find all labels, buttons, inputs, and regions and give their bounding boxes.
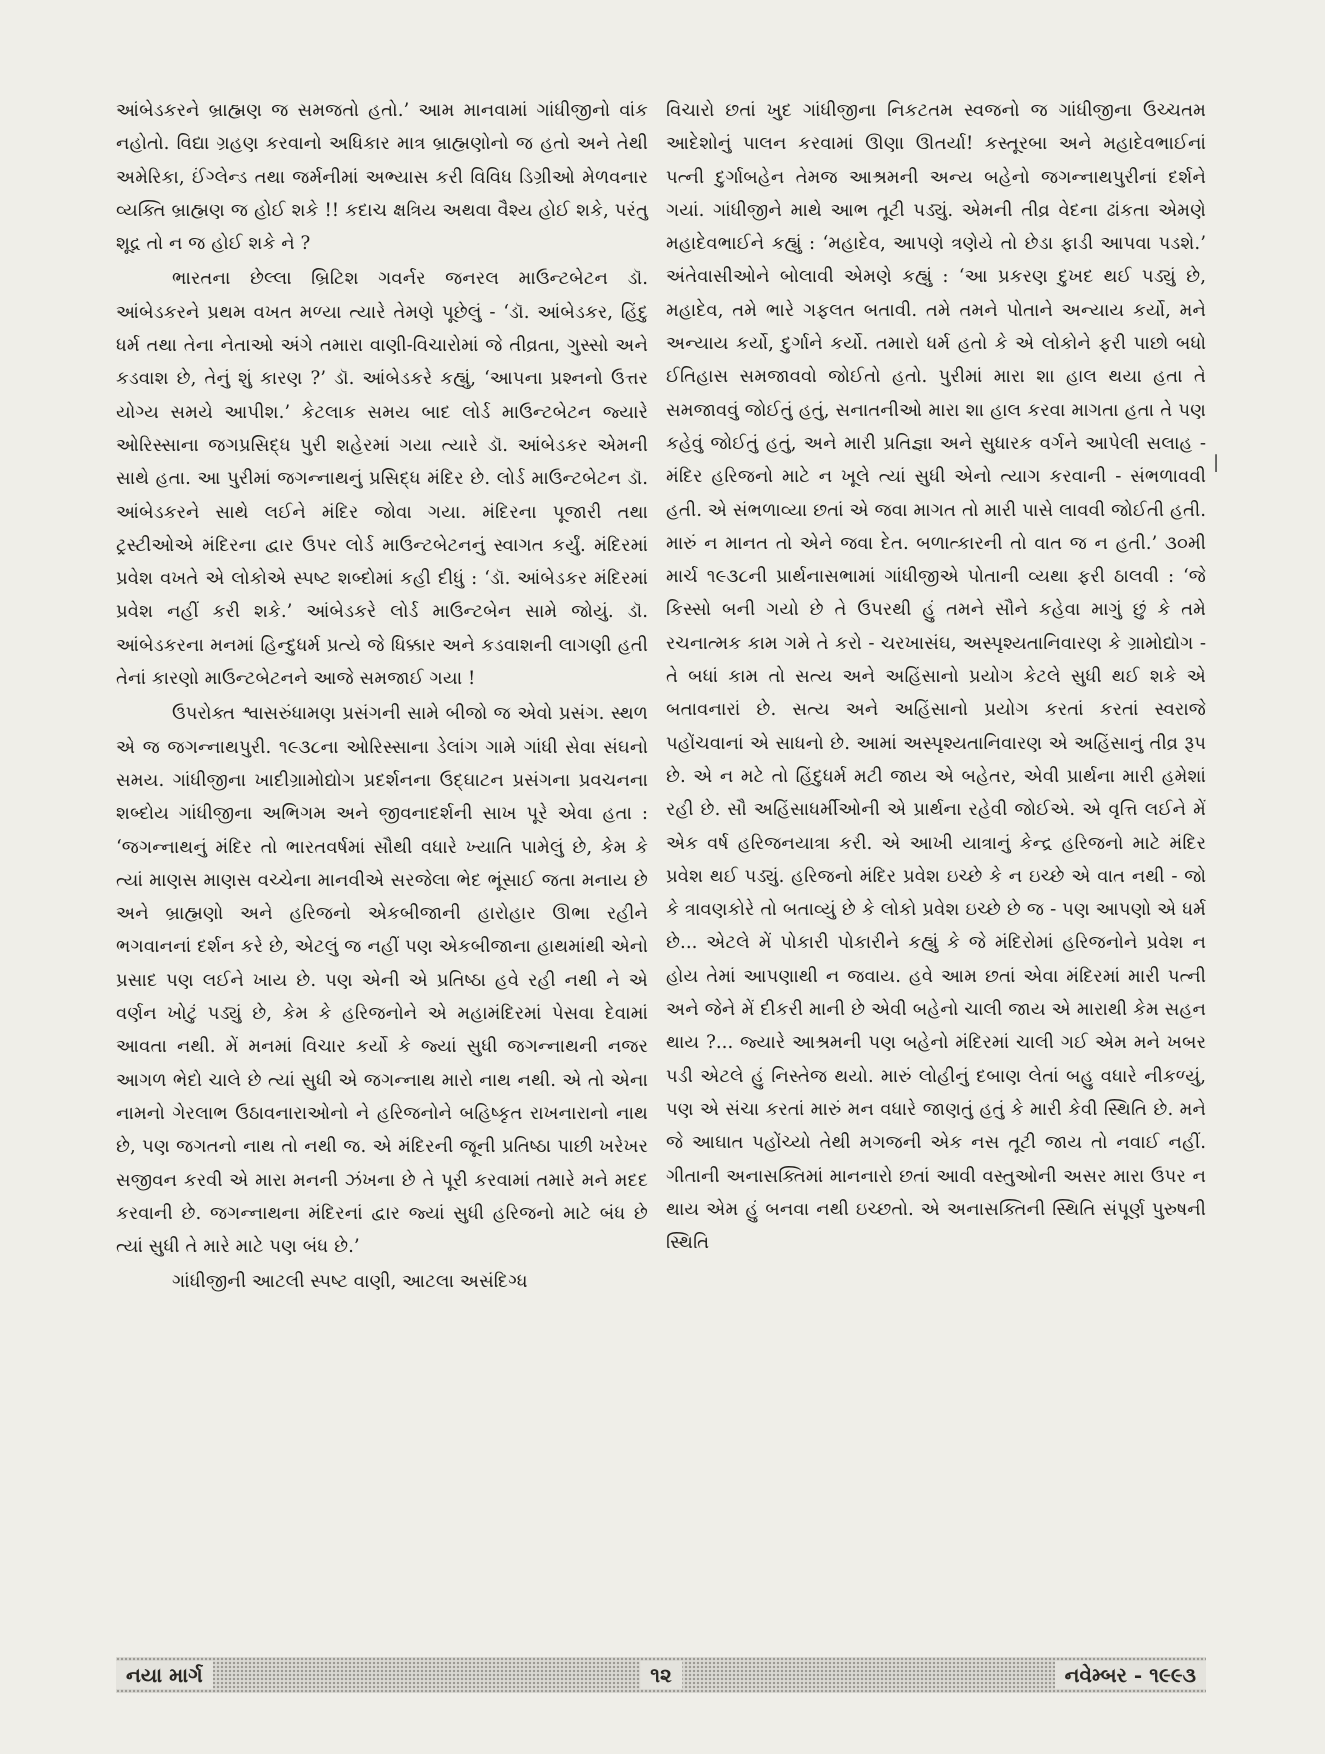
margin-mark: | xyxy=(1213,452,1220,473)
paragraph: ઉપરોક્ત શ્વાસરુંધામણ પ્રસંગની સામે બીજો જ એવો પ્રસંગ. સ્થળ એ જ જગન્નાથપુરી. ૧૯૩૮ના ઓરિસ્સાના ડેલાંગ ગામે ગાંધી સેવા સંઘનો સમય. ગાંધીજીના ખાદીગ્રામોદ્યોગ પ્રદર્શનના ઉદ્ઘાટન પ્રસંગના પ્રવચનના શબ્દોય ગાંધીજીના અભિગમ અને જીવનાદર્શની સાખ પૂરે એવા હતા : ‘જગન્નાથનું મંદિર તો ભારતવર્ષમાં સૌથી વધારે ખ્યાતિ પામેલું છે, કેમ કે ત્યાં માણસ માણસ વચ્ચેના માનવીએ સરજેલા ભેદ ભૂંસાઈ જતા મનાય છે અને બ્રાહ્મણો અને હરિજનો એકબીજાની હારોહાર ઊભા રહીને ભગવાનનાં દર્શન કરે છે, એટલું જ નહીં પણ એકબીજાના હાથમાંથી એનો પ્રસાદ પણ લઈને ખાય છે. પણ એની એ પ્રતિષ્ઠા હવે રહી નથી ને એ વર્ણન ખોટું પડ્યું છે, કેમ કે હરિજનોને એ મહામંદિરમાં પેસવા દેવામાં આવતા નથી. મેં મનમાં વિચાર કર્યો કે જ્યાં સુધી જગન્નાથની નજર આગળ ભેદો ચાલે છે ત્યાં સુધી એ જગન્નાથ મારો નાથ નથી. એ તો એના નામનો ગેરલાભ ઉઠાવનારાઓનો ને હરિજનોને બહિષ્કૃત રાખનારાનો નાથ છે, પણ જગતનો નાથ તો નથી જ. એ મંદિરની જૂની પ્રતિષ્ઠા પાછી ખરેખર સજીવન કરવી એ મારા મનની ઝંખના છે તે પૂરી કરવામાં તમારે મને મદદ કરવાની છે. જગન્નાથના મંદિરનાં દ્વાર જ્યાં સુધી હરિજનો માટે બંધ છે ત્યાં સુધી તે મારે માટે પણ બંધ છે.’ xyxy=(116,703,648,1258)
paragraph: ભારતના છેલ્લા બ્રિટિશ ગવર્નર જનરલ માઉન્ટબેટન ડૉ. આંબેડકરને પ્રથમ વખત મળ્યા ત્યારે તેમણે પૂછેલું - ‘ડૉ. આંબેડકર, હિંદુ ધર્મ તથા તેના નેતાઓ અંગે તમારા વાણી-વિચારોમાં જે તીવ્રતા, ગુસ્સો અને કડવાશ છે, તેનું શું કારણ ?’ ડૉ. આંબેડકરે કહ્યું, ‘આપના પ્રશ્નનો ઉત્તર યોગ્ય સમયે આપીશ.’ કેટલાક સમય બાદ લોર્ડ માઉન્ટબેટન જ્યારે ઓરિસ્સાના જગપ્રસિદ્ધ પુરી શહેરમાં ગયા ત્યારે ડૉ. આંબેડકર એમની સાથે હતા. આ પુરીમાં જગન્નાથનું પ્રસિદ્ધ મંદિર છે. લોર્ડ માઉન્ટબેટન ડૉ. આંબેડકરને સાથે લઈને મંદિર જોવા ગયા. મંદિરના પૂજારી તથા ટ્રસ્ટીઓએ મંદિરના દ્વાર ઉપર લોર્ડ માઉન્ટબેટનનું સ્વાગત કર્યું. મંદિરમાં પ્રવેશ વખતે એ લોકોએ સ્પષ્ટ શબ્દોમાં કહી દીધું : ‘ડૉ. આંબેડકર મંદિરમાં પ્રવેશ નહીં કરી શકે.’ આંબેડકરે લોર્ડ માઉન્ટબેન સામે જોયું. ડૉ. આંબેડકરના મનમાં હિન્દુધર્મ પ્રત્યે જે ધિક્કાર અને કડવાશની લાગણી હતી તેનાં કારણો માઉન્ટબેટનને આજે સમજાઈ ગયા ! xyxy=(116,268,648,690)
left-column xyxy=(116,94,648,1299)
issue-date: નવેમ્બર - ૧૯૯૩ xyxy=(1055,1661,1206,1689)
page-number: ૧૨ xyxy=(640,1661,682,1689)
paragraph: વિચારો છતાં ખુદ ગાંધીજીના નિકટતમ સ્વજનો જ ગાંધીજીના ઉચ્ચતમ આદેશોનું પાલન કરવામાં ઊણા ઊતર્યા! કસ્તૂરબા અને મહાદેવભાઈનાં પત્ની દુર્ગાબહેન તેમજ આશ્રમની અન્ય બહેનો જગન્નાથપુરીનાં દર્શને ગયાં. ગાંધીજીને માથે આભ તૂટી પડ્યું. એમની તીવ્ર વેદના ઢાંકતા એમણે મહાદેવભાઈને કહ્યું : ‘મહાદેવ, આપણે ત્રણેયે તો છેડા ફાડી આપવા પડશે.’ અંતેવાસીઓને બોલાવી એમણે કહ્યું : ‘આ પ્રકરણ દુખદ થઈ પડ્યું છે, મહાદેવ, તમે ભારે ગફલત બતાવી. તમે તમને પોતાને અન્યાય કર્યો, મને અન્યાય કર્યો, દુર્ગાને કર્યો. તમારો ધર્મ હતો કે એ લોકોને ફરી પાછો બધો ઈતિહાસ સમજાવવો જોઈતો હતો. પુરીમાં મારા શા હાલ થયા હતા તે સમજાવવું જોઈતું હતું, સનાતનીઓ મારા શા હાલ કરવા માગતા હતા તે પણ કહેવું જોઈતું હતું, અને મારી પ્રતિજ્ઞા અને સુધારક વર્ગને આપેલી સલાહ - મંદિર હરિજનો માટે ન ખૂલે ત્યાં સુધી એનો ત્યાગ કરવાની - સંભળાવવી હતી. એ સંભળાવ્યા છતાં એ જવા માગત તો મારી પાસે લાવવી જોઈતી હતી. મારું ન માનત તો એને જવા દેત. બળાત્કારની તો વાત જ ન હતી.’ ૩૦મી માર્ચ ૧૯૩૮ની પ્રાર્થનાસભામાં ગાંધીજીએ પોતાની વ્યથા ફરી ઠાલવી : ‘જે કિસ્સો બની ગયો છે તે ઉપરથી હું તમને સૌને કહેવા માગું છું કે તમે રચનાત્મક કામ ગમે તે કરો - ચરખાસંઘ, અસ્પૃશ્યતાનિવારણ કે ગ્રામોદ્યોગ - તે બધાં કામ તો સત્ય અને અહિંસાનો પ્રયોગ કેટલે સુધી થઈ શકે એ બતાવનારાં છે. સત્ય અને અહિંસાનો પ્રયોગ કરતાં કરતાં સ્વરાજે પહોંચવાનાં એ સાધનો છે. આમાં અસ્પૃશ્યતાનિવારણ એ અહિંસાનું તીવ્ર રૂપ છે. એ ન મટે તો હિંદુધર્મ મટી જાય એ બહેતર, એવી પ્રાર્થના મારી હમેશાં રહી છે. સૌ અહિંસાધર્મીઓની એ પ્રાર્થના રહેવી જોઈએ. એ વૃત્તિ લઈને મેં એક વર્ષ હરિજનયાત્રા કરી. એ આખી યાત્રાનું કેન્દ્ર હરિજનો માટે મંદિર પ્રવેશ થઈ પડ્યું. હરિજનો મંદિર પ્રવેશ ઇચ્છે કે ન ઇચ્છે એ વાત નથી - જો કે ત્રાવણકોરે તો બતાવ્યું છે કે લોકો પ્રવેશ ઇચ્છે છે જ - પણ આપણો એ ધર્મ છે... એટલે મેં પોકારી પોકારીને કહ્યું કે જે મંદિરોમાં હરિજનોને પ્રવેશ ન હોય તેમાં આપણાથી ન જવાય. હવે આમ છતાં એવા મંદિરમાં મારી પત્ની અને જેને મેં દીકરી માની છે એવી બહેનો ચાલી જાય એ મારાથી કેમ સહન થાય ?... જ્યારે આશ્રમની પણ બહેનો મંદિરમાં ચાલી ગઈ એમ મને ખબર પડી એટલે હું નિસ્તેજ થયો. મારું લોહીનું દબાણ લેતાં બહુ વધારે નીકળ્યું, પણ એ સંચા કરતાં મારું મન વધારે જાણતું હતું કે મારી કેવી સ્થિતિ છે. મને જે આઘાત પહોંચ્યો તેથી મગજની એક નસ તૂટી જાય તો નવાઈ નહીં. ગીતાની અનાસક્તિમાં માનનારો છતાં આવી વસ્તુઓની અસર મારા ઉપર ન થાય એમ હું બનવા નથી ઇચ્છતો. એ અનાસક્તિની સ્થિતિ સંપૂર્ણ પુરુષની સ્થિતિ xyxy=(666,100,1206,1254)
paragraph: ગાંધીજીની આટલી સ્પષ્ટ વાણી, આટલા અસંદિગ્ધ xyxy=(172,1271,528,1293)
paragraph: આંબેડકરને બ્રાહ્મણ જ સમજતો હતો.’ આમ માનવામાં ગાંધીજીનો વાંક નહોતો. વિદ્યા ગ્રહણ કરવાનો અધિકાર માત્ર બ્રાહ્મણોનો જ હતો અને તેથી અમેરિકા, ઈંગ્લેન્ડ તથા જર્મનીમાં અભ્યાસ કરી વિવિધ ડિગ્રીઓ મેળવનાર વ્યક્તિ બ્રાહ્મણ જ હોઈ શકે !! કદાચ ક્ષત્રિય અથવા વૈશ્ય હોઈ શકે, પરંતુ શૂદ્ર તો ન જ હોઈ શકે ને ? xyxy=(116,100,648,255)
right-column xyxy=(666,94,1206,1259)
magazine-name: નયા માર્ગ xyxy=(116,1661,213,1689)
page-footer xyxy=(116,1657,1206,1693)
